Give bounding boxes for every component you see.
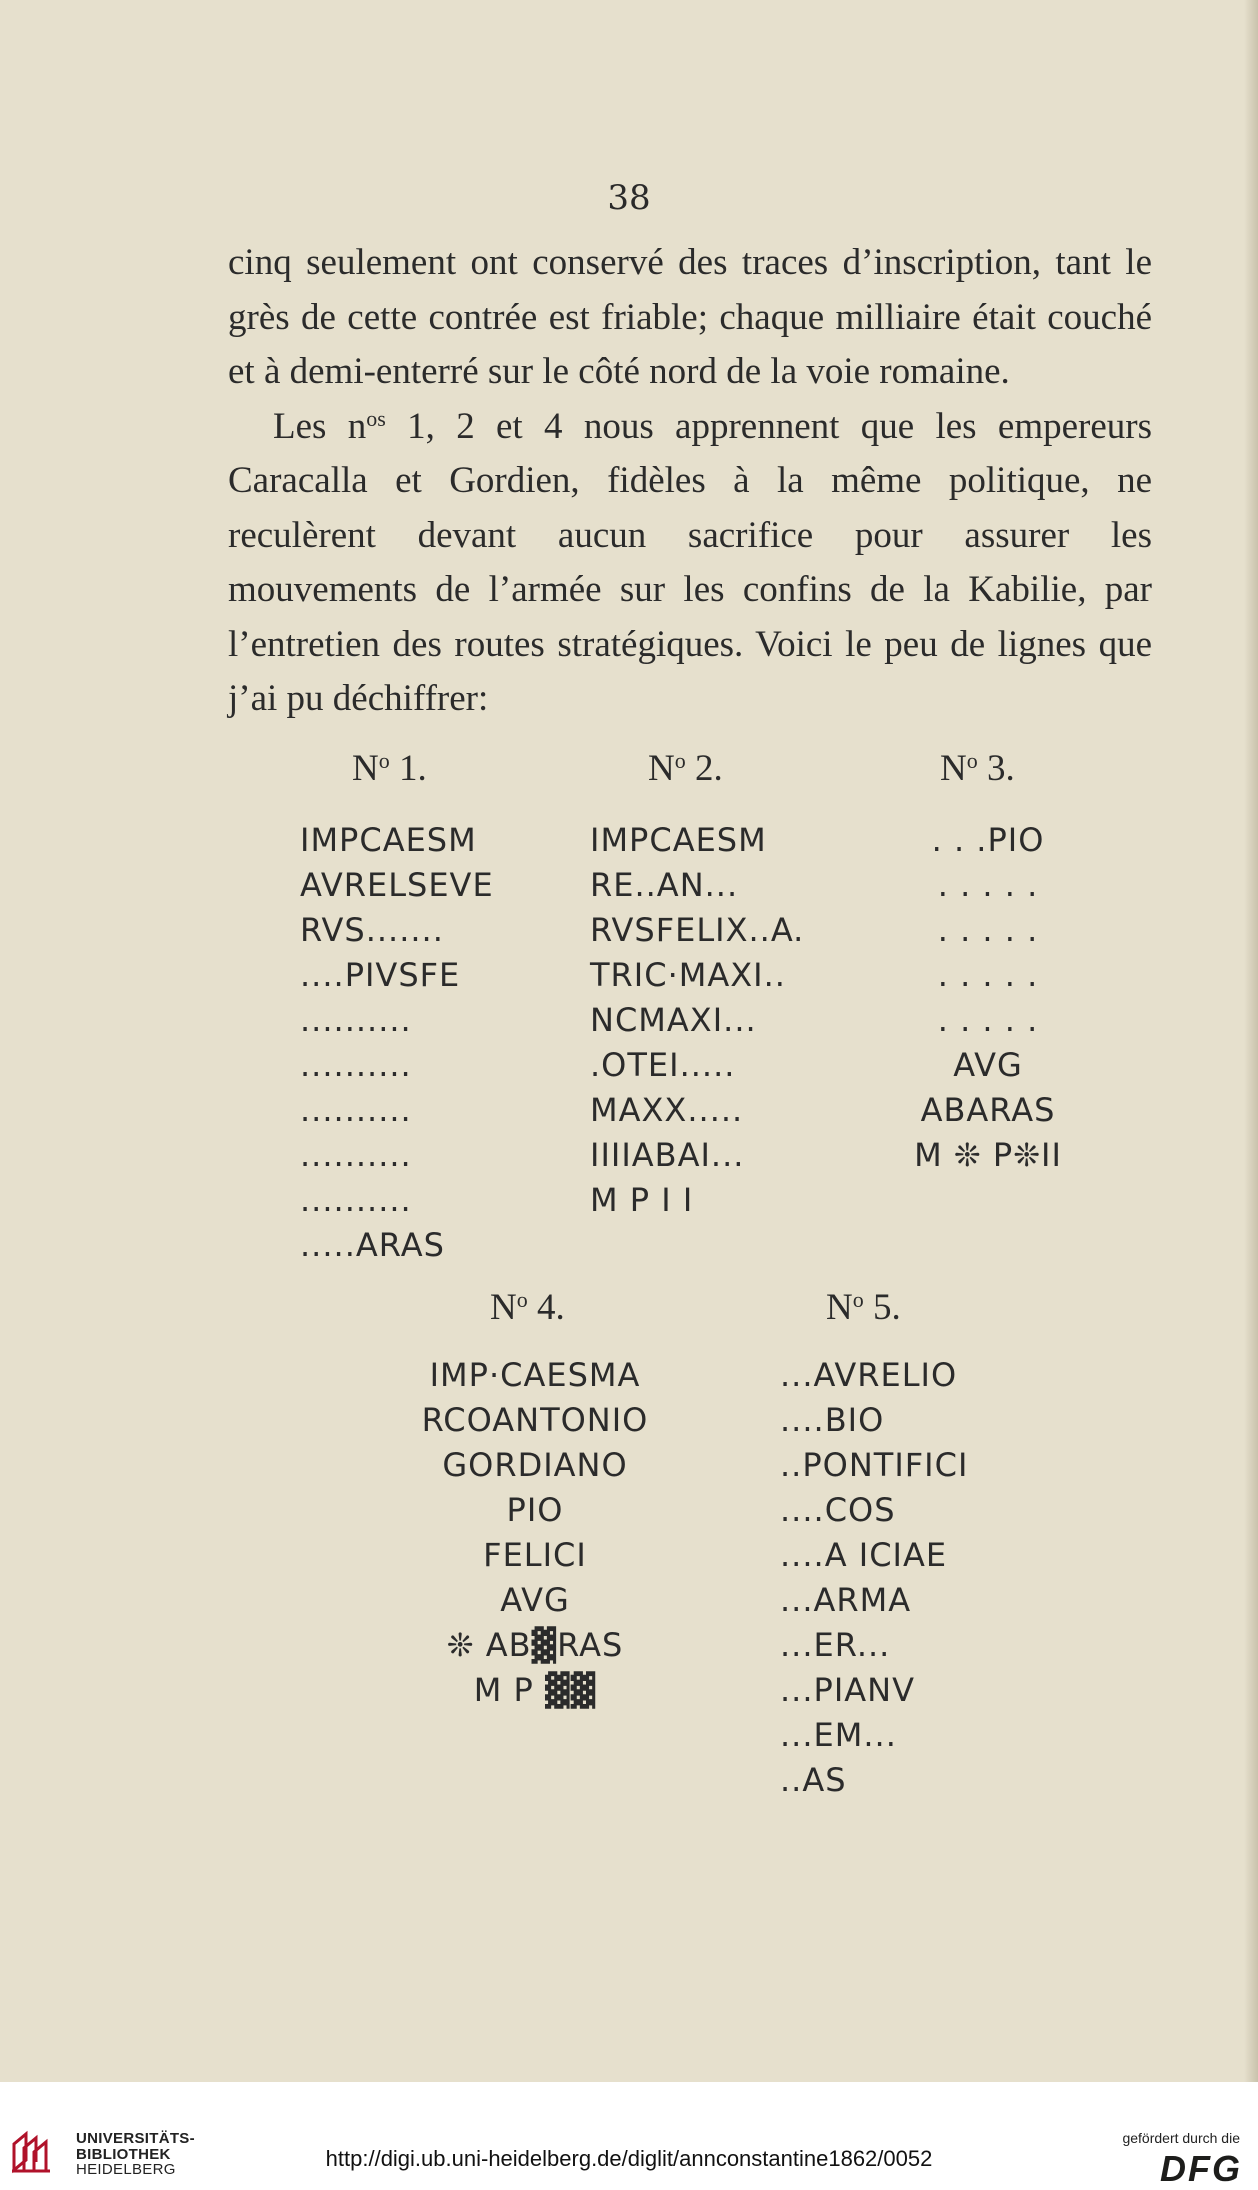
inscription-line: IIIIABAI... (590, 1136, 745, 1174)
inscription-3-lines (898, 818, 1078, 1178)
inscription-3-heading: $N^o$ 3. (940, 748, 1015, 789)
dfg-logo: DFG (1160, 2148, 1242, 2189)
inscription-line: ...PIANV (780, 1671, 915, 1709)
inscription-4-heading: $N^o$ 4. (490, 1287, 565, 1328)
inscription-4-lines (400, 1353, 670, 1713)
inscription-line: AVG (953, 1046, 1023, 1084)
inscription-line: GORDIANO (442, 1446, 628, 1484)
funding-caption: gefördert durch die (1122, 2130, 1240, 2146)
inscription-line: M ❊ P❊II (914, 1136, 1062, 1174)
inscription-line: ..AS (780, 1761, 847, 1799)
paragraph-1: cinq seulement ont conservé des traces d’inscription, tant le grès de cette contrée est friable; chaque milliaire était couché et à demi-enterré sur le côté nord de la voie romaine. (228, 242, 1152, 392)
inscription-line: ...ARMA (780, 1581, 912, 1619)
inscription-line: RVSFELIX..A. (590, 911, 805, 949)
inscription-line: ..PONTIFICI (780, 1446, 969, 1484)
inscription-line: ....A ICIAE (780, 1536, 948, 1574)
inscription-2-heading: $N^o$ 2. (648, 748, 723, 789)
inscription-line: AVG (500, 1581, 570, 1619)
page-edge-shadow (1244, 0, 1258, 2082)
inscription-line: IMPCAESM (300, 821, 477, 859)
inscription-line: MAXX..... (590, 1091, 744, 1129)
inscription-line: .......... (300, 1001, 412, 1039)
inscription-line: . . . . . (937, 1001, 1039, 1039)
library-name: UNIVERSITÄTS- BIBLIOTHEK HEIDELBERG (76, 2130, 195, 2178)
paragraph-2: Les $n^{os}$ 1, 2 et 4 nous apprennent que les empereurs Caracalla et Gordien, fidèles à la même politique, ne reculèrent devant aucun sacrifice pour assurer les mouvements de l’armée sur les confins de la Kabilie, par l’entretien des routes stratégiques. Voici le peu de lignes que j’ai pu déchiffrer: (228, 405, 1152, 719)
inscription-1-lines (300, 818, 494, 1268)
body-text (228, 236, 1152, 727)
inscription-line: ABARAS (920, 1091, 1056, 1129)
inscription-line: . . .PIO (931, 821, 1045, 859)
inscription-line: ❊ AB▓RAS (446, 1626, 624, 1664)
inscription-line: ....PIVSFE (300, 956, 461, 994)
inscription-line: AVRELSEVE (300, 866, 494, 904)
inscription-line: .OTEI..... (590, 1046, 736, 1084)
inscription-line: .......... (300, 1046, 412, 1084)
inscription-line: ...EM... (780, 1716, 897, 1754)
inscription-line: M P ▓▓ (473, 1671, 597, 1709)
inscription-5-heading: $N^o$ 5. (826, 1287, 901, 1328)
inscription-line: FELICI (483, 1536, 587, 1574)
inscription-line: PIO (506, 1491, 564, 1529)
inscription-line: RCOANTONIO (421, 1401, 649, 1439)
inscription-line: ....BIO (780, 1401, 885, 1439)
inscription-line: IMP·CAESMA (429, 1356, 641, 1394)
inscription-line: .......... (300, 1091, 412, 1129)
inscription-line: IMPCAESM (590, 821, 767, 859)
inscription-line: TRIC·MAXI.. (590, 956, 786, 994)
inscription-line: M P I I (590, 1181, 694, 1219)
inscription-line: . . . . . (937, 866, 1039, 904)
inscription-2-lines (590, 818, 804, 1223)
inscription-line: ...ER... (780, 1626, 891, 1664)
inscription-line: RE..AN... (590, 866, 739, 904)
inscription-5-lines (780, 1353, 968, 1803)
inscription-line: RVS....... (300, 911, 444, 949)
inscription-line: .....ARAS (300, 1226, 445, 1264)
page-number: 38 (607, 178, 651, 218)
inscription-line: . . . . . (937, 911, 1039, 949)
inscription-line: . . . . . (937, 956, 1039, 994)
inscription-1-heading: $N^o$ 1. (352, 748, 427, 789)
permalink-url[interactable]: http://digi.ub.uni-heidelberg.de/diglit/annconstantine1862/0052 (325, 2146, 933, 2171)
inscription-line: ...AVRELIO (780, 1356, 958, 1394)
inscription-line: NCMAXI... (590, 1001, 757, 1039)
inscription-line: ....COS (780, 1491, 896, 1529)
inscription-line: .......... (300, 1136, 412, 1174)
inscription-line: .......... (300, 1181, 412, 1219)
